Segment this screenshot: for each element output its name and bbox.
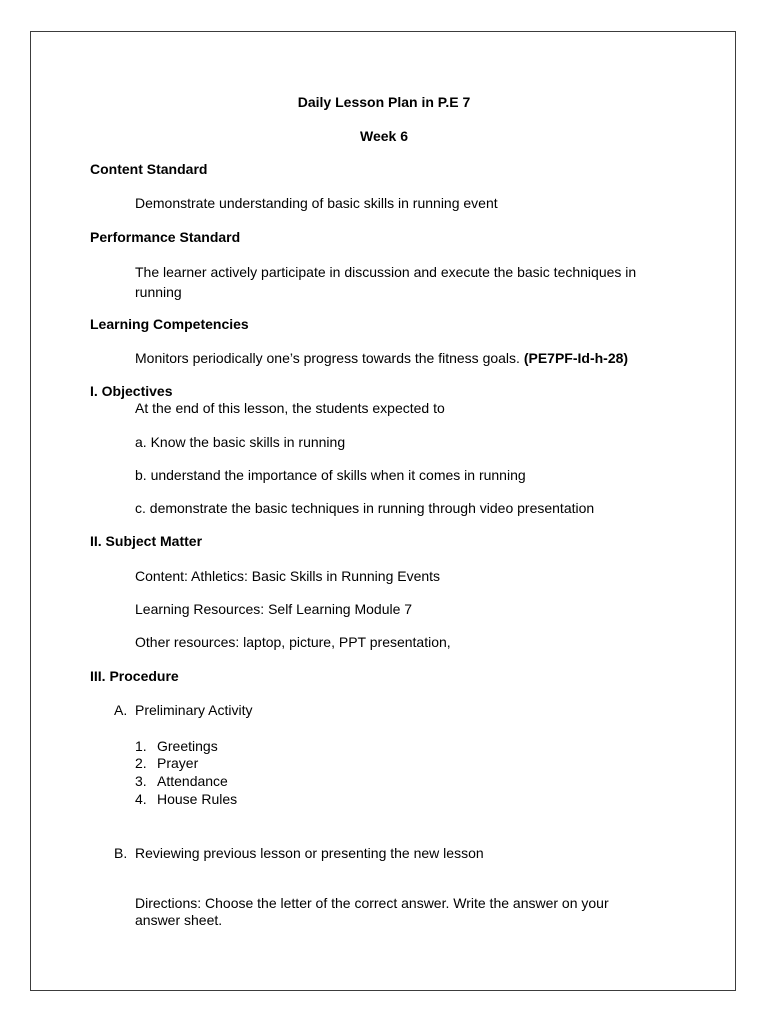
document-week: Week 6 (360, 128, 408, 144)
objectives-intro: At the end of this lesson, the students expected to (135, 400, 445, 416)
learning-competencies-heading: Learning Competencies (90, 316, 249, 332)
list-text: Greetings (157, 738, 218, 754)
content-standard-text: Demonstrate understanding of basic skills in running event (135, 195, 498, 211)
performance-standard-heading: Performance Standard (90, 229, 241, 245)
document-page (30, 31, 736, 991)
section-b-marker: B. (114, 845, 128, 861)
procedure-heading: III. Procedure (90, 668, 179, 684)
subject-matter-heading: II. Subject Matter (90, 533, 203, 549)
section-b-label: Reviewing previous lesson or presenting the new lesson (135, 845, 484, 861)
document-title: Daily Lesson Plan in P.E 7 (297, 94, 471, 110)
list-text: Attendance (157, 773, 228, 789)
objective-item: b. understand the importance of skills when it comes in running (135, 467, 526, 483)
competency-description: Monitors periodically one’s progress towards the fitness goals. (135, 350, 524, 366)
objective-item: c. demonstrate the basic techniques in running through video presentation (135, 500, 595, 516)
list-number: 1. (135, 738, 147, 754)
section-a-label: Preliminary Activity (135, 702, 253, 718)
list-text: Prayer (157, 755, 199, 771)
objective-item: a. Know the basic skills in running (135, 434, 346, 450)
performance-standard-text: The learner actively participate in discussion and execute the basic techniques in running (135, 264, 637, 300)
subject-matter-item: Content: Athletics: Basic Skills in Running Events (135, 568, 441, 584)
subject-matter-item: Other resources: laptop, picture, PPT presentation, (135, 634, 451, 650)
list-number: 2. (135, 755, 147, 771)
subject-matter-item: Learning Resources: Self Learning Module 7 (135, 601, 413, 617)
list-number: 3. (135, 773, 147, 789)
content-standard-heading: Content Standard (90, 161, 208, 177)
competency-code: (PE7PF-Id-h-28) (523, 350, 629, 366)
list-number: 4. (135, 791, 147, 807)
learning-competencies-text (135, 350, 628, 367)
directions-text: Directions: Choose the letter of the correct answer. Write the answer on your answer sheet. (135, 895, 609, 928)
list-text: House Rules (157, 791, 238, 807)
objectives-heading: I. Objectives (90, 383, 173, 399)
section-a-marker: A. (114, 702, 128, 718)
